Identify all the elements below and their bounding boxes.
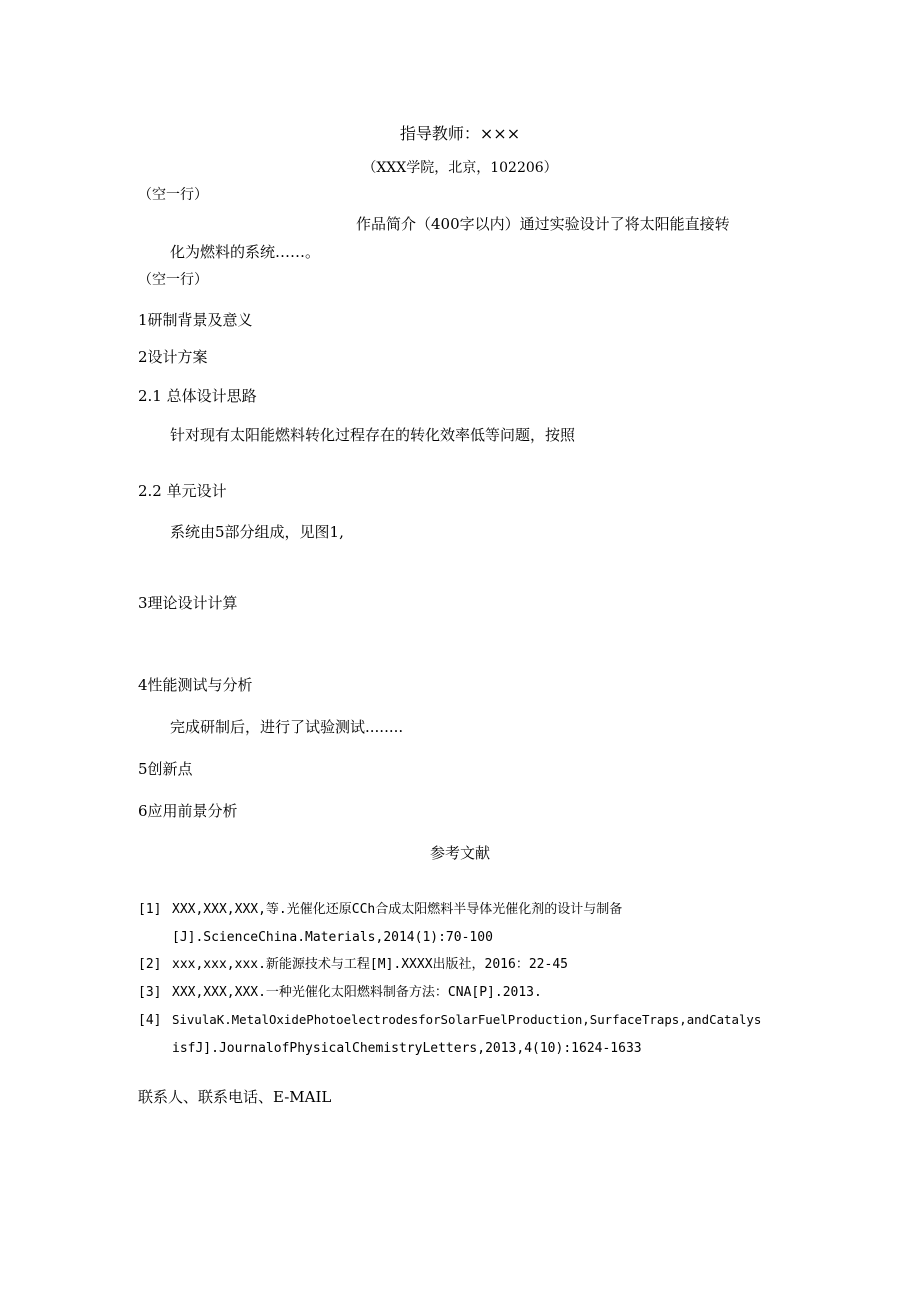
blank-line-note: （空一行） [138, 187, 208, 203]
paragraph-text: 完成研制后，进行了试验测试........ [170, 718, 404, 736]
reference-text: xxx,xxx,xxx.新能源技术与工程[M].XXXX出版社，2016：22-45 [172, 957, 568, 972]
reference-number: [4] [138, 1013, 162, 1028]
section-heading-4: 4性能测试与分析 [138, 676, 253, 694]
references-title: 参考文献 [429, 844, 490, 862]
reference-text: XXX,XXX,XXX.一种光催化太阳燃料制备方法：CNA[P].2013. [172, 985, 542, 1000]
reference-continuation: isfJ].JournalofPhysicalChemistryLetters,2013,4(10):1624-1633 [172, 1041, 642, 1056]
reference-number: [1] [138, 902, 162, 917]
section-heading-1: 1研制背景及意义 [138, 311, 253, 329]
reference-number: [3] [138, 985, 162, 1000]
reference-item [138, 958, 568, 971]
section-heading-2: 2设计方案 [138, 348, 208, 366]
subsection-heading-2-1: 2.1 总体设计思路 [138, 387, 257, 405]
reference-text: XXX,XXX,XXX,等.光催化还原CCh合成太阳燃料半导体光催化剂的设计与制备 [172, 902, 623, 917]
reference-item [138, 903, 622, 916]
contact-line: 联系人、联系电话、E-MAIL [138, 1088, 332, 1106]
paragraph-text: 针对现有太阳能燃料转化过程存在的转化效率低等问题，按照 [170, 426, 576, 444]
abstract-line-1: 作品简介（400字以内）通过实验设计了将太阳能直接转 [356, 215, 730, 233]
subsection-heading-2-2: 2.2 单元设计 [138, 482, 227, 500]
abstract-line-2: 化为燃料的系统……。 [170, 243, 321, 261]
reference-item [138, 986, 542, 999]
section-heading-6: 6应用前景分析 [138, 802, 238, 820]
section-heading-5: 5创新点 [138, 760, 193, 778]
reference-number: [2] [138, 957, 162, 972]
blank-line-note: （空一行） [138, 272, 208, 288]
reference-item [138, 1014, 761, 1027]
paragraph-text: 系统由5部分组成，见图1, [170, 523, 344, 541]
reference-continuation: [J].ScienceChina.Materials,2014(1):70-100 [172, 930, 493, 945]
section-heading-3: 3理论设计计算 [138, 594, 238, 612]
advisor-line: 指导教师：××× [399, 124, 521, 143]
affiliation-line: （XXX学院，北京，102206） [362, 160, 558, 176]
reference-text: SivulaK.MetalOxidePhotoelectrodesforSolarFuelProduction,SurfaceTraps,andCatalys [172, 1012, 762, 1027]
